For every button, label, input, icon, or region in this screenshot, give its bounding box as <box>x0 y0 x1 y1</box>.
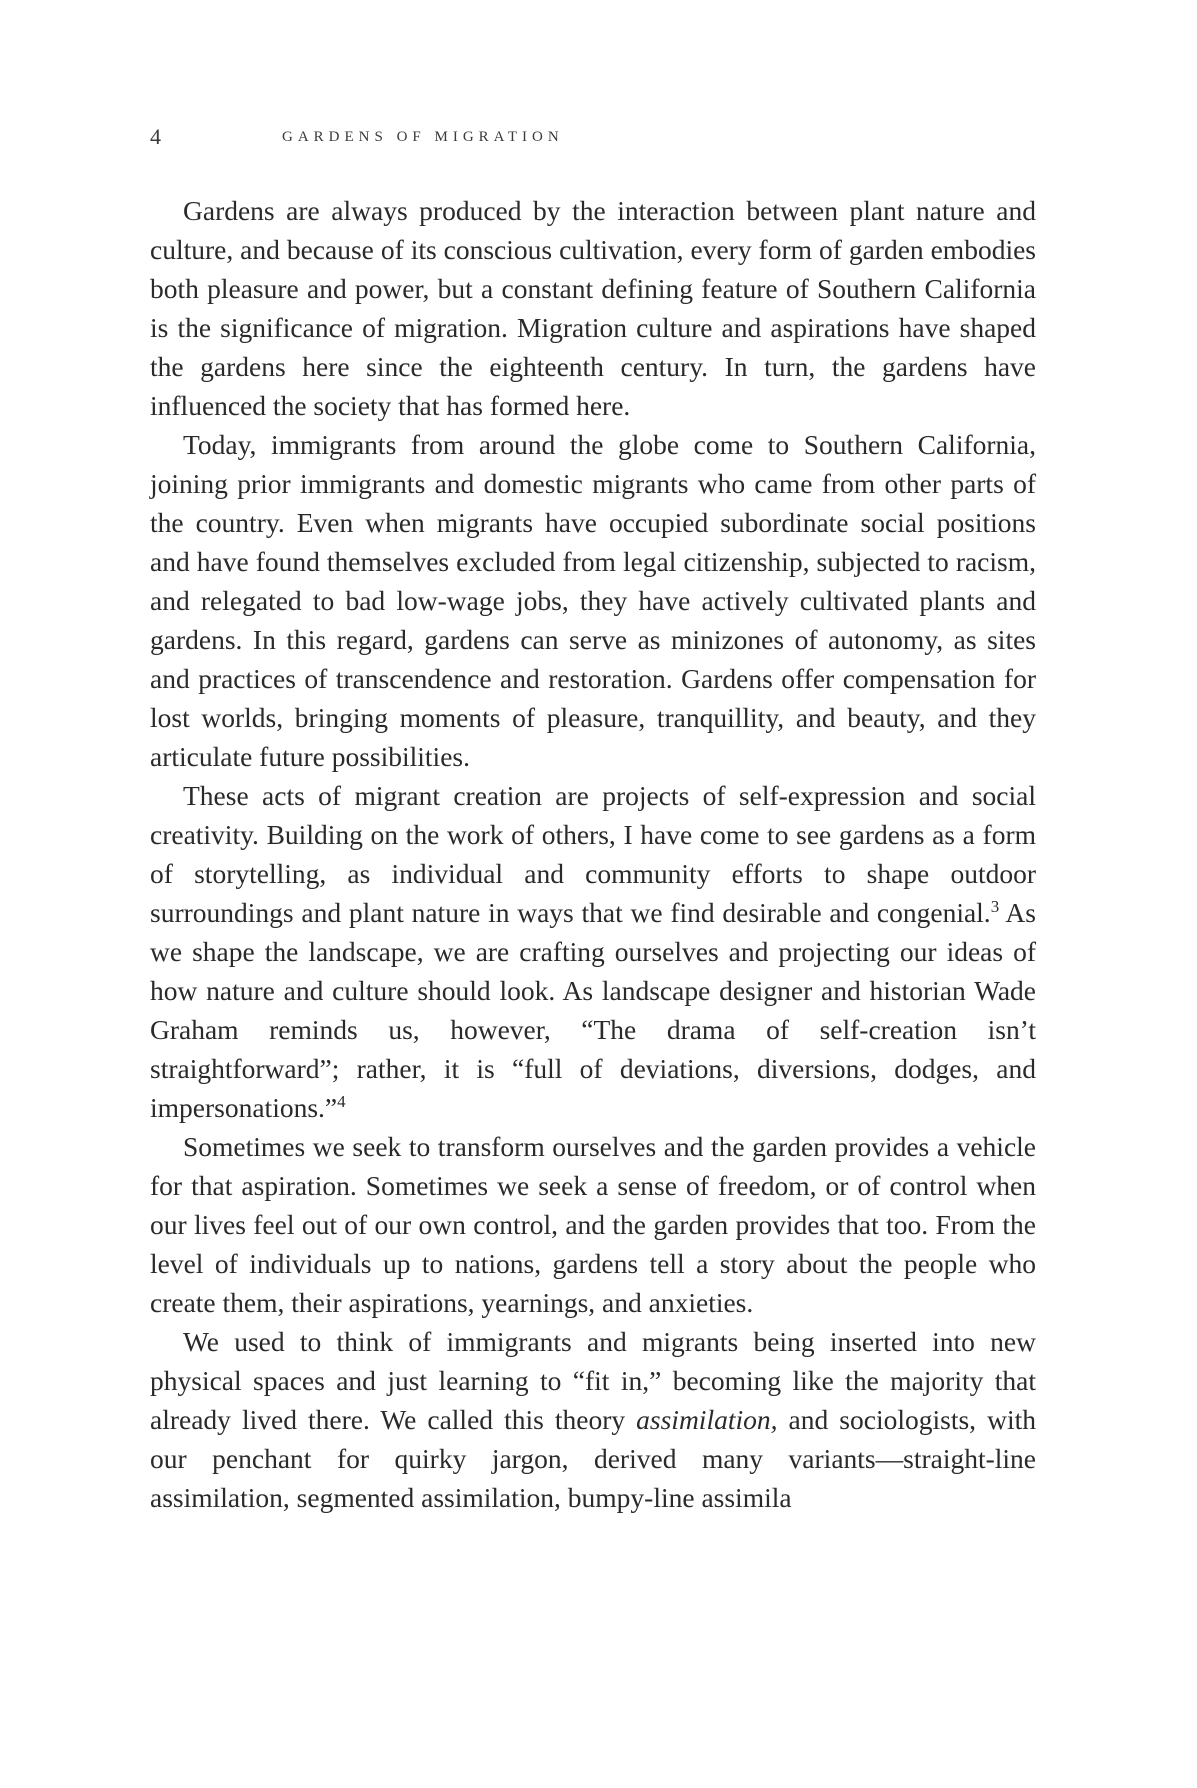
paragraph-3-text-a: These acts of migrant creation are projects of self-expression and social creativity. Building on the work of others, I have come to see gardens as a form of storytelling, as individual and community efforts to shape outdoor surroundings and plant nature in ways that we find desirable and congenial. <box>150 780 1036 928</box>
paragraph-2: Today, immigrants from around the globe come to Southern California, joining prior immigrants and domestic migrants who came from other parts of the country. Even when migrants have occupied subordinate social positions and have found themselves excluded from legal citizenship, subjected to racism, and relegated to bad low-wage jobs, they have actively cultivated plants and gardens. In this regard, gardens can serve as minizones of autonomy, as sites and practices of transcendence and restoration. Gardens offer compensation for lost worlds, bringing moments of pleasure, tranquillity, and beauty, and they articulate future possibilities. <box>150 429 1036 772</box>
paragraph-5 <box>150 1322 1036 1517</box>
paragraph-4: Sometimes we seek to transform ourselves and the garden provides a vehicle for that aspiration. Sometimes we seek a sense of freedom, or of control when our lives feel out of our own control, and the garden provides that too. From the level of individuals up to nations, gardens tell a story about the people who create them, their aspirations, yearnings, and anxieties. <box>150 1131 1036 1318</box>
paragraph-1: Gardens are always produced by the interaction between plant nature and culture, and because of its conscious cultivation, every form of garden embodies both pleasure and power, but a constant defining feature of Southern California is the significance of migration. Migration culture and aspirations have shaped the gardens here since the eighteenth century. In turn, the gardens have influenced the society that has formed here. <box>150 195 1036 421</box>
running-title: GARDENS OF MIGRATION <box>282 129 564 145</box>
paragraph-5-text-b: and sociologists, with our penchant for quirky jargon, derived many variants—straight-line assimilation, segmented assimilation, bumpy-line assimila <box>150 1404 1036 1513</box>
italic-term: assimilation, <box>636 1404 778 1435</box>
body-text <box>150 191 1036 1517</box>
footnote-ref-3: 3 <box>990 896 1000 916</box>
footnote-ref-4: 4 <box>337 1091 346 1111</box>
paragraph-3 <box>150 776 1036 1127</box>
paragraph-5-text-a: We used to think of immigrants and migrants being inserted into new physical spaces and just learning to “fit in,” becoming like the majority that already lived there. We called this theory <box>150 1326 1036 1435</box>
paragraph-3-text-b: As we shape the landscape, we are crafting ourselves and projecting our ideas of how nature and culture should look. As landscape designer and historian Wade Graham reminds us, however, “The drama of self-creation isn’t straightforward”; rather, it is “full of deviations, diversions, dodges, and impersonations.” <box>150 897 1036 1123</box>
running-head <box>150 124 1050 154</box>
page-number: 4 <box>150 124 161 149</box>
